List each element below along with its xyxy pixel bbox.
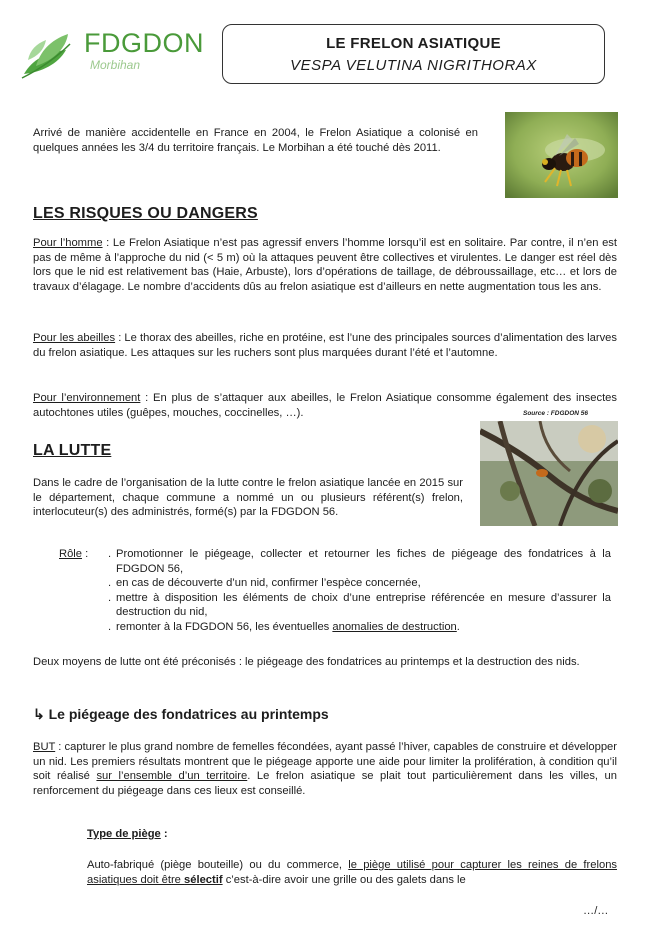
anomalies-link: anomalies de destruction xyxy=(332,620,457,633)
role-label xyxy=(59,547,88,562)
but-paragraph xyxy=(33,740,617,798)
trap-text-a: Auto-fabriqué (piège bouteille) ou du commerce, xyxy=(87,859,349,871)
role-label-sep: : xyxy=(82,548,89,560)
but-text-b: . Le frelon asiatique se plait tout particulièrement dans les villes, un renforcement du piégeage dans ces lieux est conseillé. xyxy=(33,770,617,797)
risk-environment-text: : En plus de s’attaquer aux abeilles, le Frelon Asiatique consomme également des insectes autochtones utiles (guêpes, mouches, coccinelles, …). xyxy=(33,392,618,419)
role-item-text: remonter à la FDGDON 56, les éventuelles xyxy=(116,620,333,633)
trap-link-text: le piège utilisé pour capturer les reines de frelons asiatiques doit être xyxy=(87,859,618,886)
risk-environment-label: Pour l’environnement xyxy=(33,392,141,404)
role-label-text: Rôle xyxy=(59,548,83,560)
risk-human-paragraph xyxy=(33,236,617,294)
logo-subtitle: Morbihan xyxy=(90,58,141,72)
intro-paragraph: Arrivé de manière accidentelle en France en 2004, le Frelon Asiatique a colonisé en quelques années les 3/4 du territoire français. Le Morbihan a été touché dès 2011. xyxy=(33,127,478,154)
territory-link: sur l’ensemble d’un territoire xyxy=(96,770,248,783)
but-label: BUT xyxy=(33,741,56,753)
logo-name: FDGDON xyxy=(84,28,204,58)
trap-paragraph xyxy=(87,858,617,887)
document-title: LE FRELON ASIATIQUE xyxy=(326,35,501,52)
role-item-text: mettre à disposition les éléments de choix d’une entreprise référencée en mesure d’assurer la destruction du nid, xyxy=(116,591,611,619)
role-item-text: Promotionner le piégeage, collecter et retourner les fiches de piégeage des fondatrices à la FDGDON 56, xyxy=(116,548,611,575)
but-text-a: : capturer le plus grand nombre de femelles fécondées, ayant passé l’hiver, capables de construire et développer un nid. Les premiers résultats montrent que le piégeage apporte une aide pour limiter la prolifération, à condition qu’il soit réalisé xyxy=(33,741,617,783)
piegeage-heading: Le piégeage des fondatrices au printemps xyxy=(48,706,329,722)
piegeage-heading-line xyxy=(33,706,329,723)
role-item: . mettre à disposition les éléments de choix d’une entreprise référencée en mesure d’assurer la destruction du nid, xyxy=(108,591,611,619)
role-item: . en cas de découverte d’un nid, confirmer l’espèce concernée, xyxy=(108,577,421,590)
trap-text-b: c’est-à-dire avoir une grille ou des galets dans le xyxy=(222,873,466,886)
role-item: . remonter à la FDGDON 56, les éventuelles anomalies de destruction. xyxy=(108,620,460,633)
risk-bees-paragraph xyxy=(33,331,617,360)
trap-type-heading xyxy=(87,827,168,842)
role-list xyxy=(108,547,611,635)
photo-source: Source : FDGDON 56 xyxy=(523,410,589,417)
arrow-icon: ↳ xyxy=(33,706,45,722)
risks-heading: LES RISQUES OU DANGERS xyxy=(33,205,258,222)
trap-type-sep: : xyxy=(160,828,168,840)
document-subtitle: VESPA VELUTINA NIGRITHORAX xyxy=(290,57,537,74)
lutte-intro-paragraph: Dans le cadre de l’organisation de la lutte contre le frelon asiatique lancée en 2015 sur le département, chaque commune a nommé un ou plusieurs référent(s) frelon, interlocuteur(s) des administrés, formé(s) par la FDGDON 56. xyxy=(33,477,463,519)
role-item-end: . xyxy=(456,620,460,633)
moyens-paragraph: Deux moyens de lutte ont été préconisés : le piégeage des fondatrices au printemps et la destruction des nids. xyxy=(33,656,580,668)
nest-photo xyxy=(480,421,618,526)
role-item: . Promotionner le piégeage, collecter et retourner les fiches de piégeage des fondatrices à la FDGDON 56, xyxy=(108,548,611,575)
fdgdon-leaf-logo xyxy=(18,30,82,82)
continued-marker: …/… xyxy=(583,905,609,917)
risk-human-label: Pour l’homme xyxy=(33,237,103,249)
risk-bees-label: Pour les abeilles xyxy=(33,332,116,344)
hornet-photo xyxy=(505,112,618,198)
title-box xyxy=(222,24,605,84)
lutte-heading: LA LUTTE xyxy=(33,442,112,459)
trap-type-label: Type de piège xyxy=(87,828,161,840)
risk-human-text: : Le Frelon Asiatique n’est pas agressif envers l’homme lorsqu’il est en solitaire. Par contre, il n’en est pas de même à l’approche du nid (< 5 m) où la attaques peuvent être collectives et virulentes. Le danger est réel dès lors que le nid est relativement bas (Haie, Arbuste), lors d’opérations de taillage, de débroussaillage, etc… et lors de travaux d’élagage. Le nombre d’accidents dûs au frelon asiatique est d’ailleurs en nette augmentation tous les ans. xyxy=(33,237,617,293)
trap-link-bold: sélectif xyxy=(184,873,223,886)
role-item-text: en cas de découverte d’un nid, confirmer l’espèce concernée, xyxy=(116,577,421,590)
risk-bees-text: : Le thorax des abeilles, riche en protéine, est l’une des principales sources d’alimentation des larves du frelon asiatique. Les attaques sur les ruchers sont plus marquées durant l’été et l’automne. xyxy=(33,332,617,359)
